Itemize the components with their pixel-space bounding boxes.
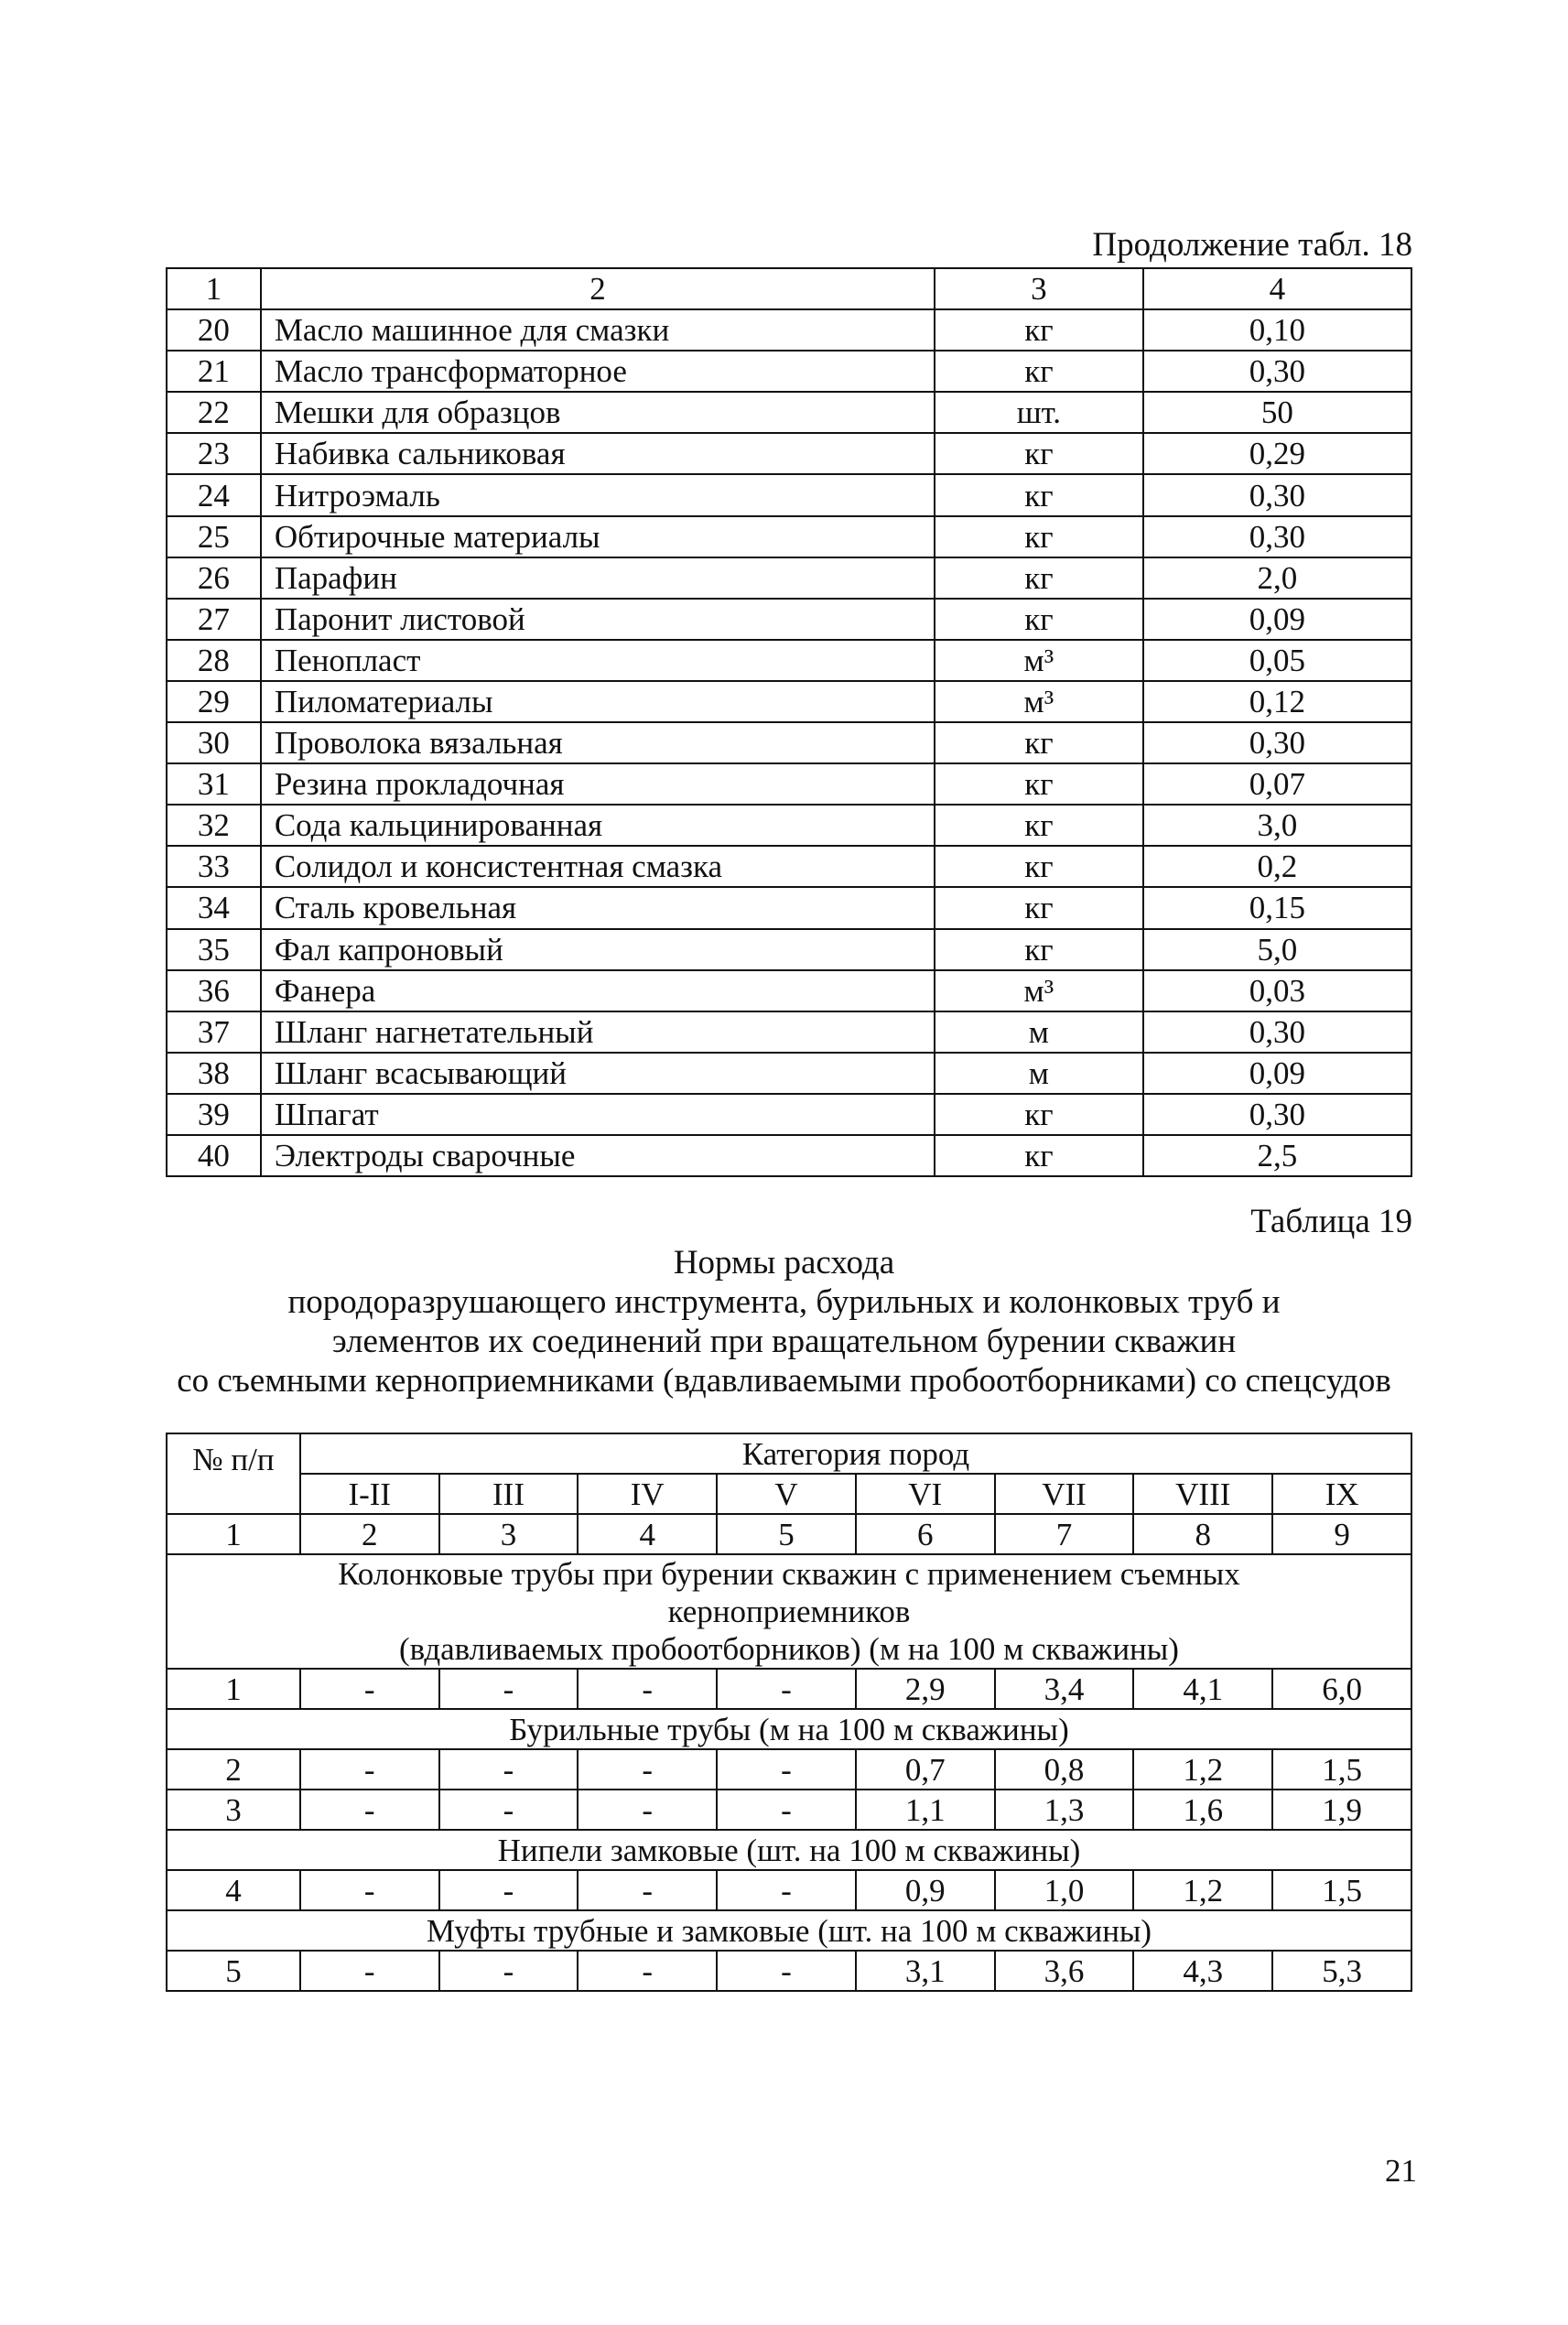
norm-value: -: [300, 1749, 439, 1790]
norm-value: 50: [1143, 392, 1411, 433]
norm-value: 1,6: [1133, 1790, 1272, 1830]
norm-value: -: [578, 1870, 717, 1910]
norm-value: 0,15: [1143, 887, 1411, 928]
unit: м³: [935, 681, 1142, 722]
norm-value: -: [439, 1669, 579, 1709]
norm-value: 1,2: [1133, 1749, 1272, 1790]
table19-caption: Таблица 19: [1250, 1203, 1412, 1240]
rock-category: I-II: [300, 1474, 439, 1514]
table18-row: [167, 516, 1411, 557]
unit: кг: [935, 474, 1142, 515]
unit: м³: [935, 640, 1142, 681]
unit: м: [935, 1053, 1142, 1094]
norm-value: -: [578, 1669, 717, 1709]
table18-row: [167, 722, 1411, 763]
table19-title: [0, 1243, 1568, 1400]
norm-value: 0,30: [1143, 1094, 1411, 1135]
unit: м: [935, 1011, 1142, 1053]
column-number: 5: [717, 1514, 856, 1554]
section-title: [167, 1709, 1411, 1749]
norm-value: 0,2: [1143, 846, 1411, 887]
row-number: 30: [167, 722, 261, 763]
table19-row: [167, 1951, 1411, 1991]
section-title: [167, 1554, 1411, 1669]
row-number: 33: [167, 846, 261, 887]
column-number: 7: [995, 1514, 1134, 1554]
rock-category: VIII: [1133, 1474, 1272, 1514]
norm-value: 1,3: [995, 1790, 1134, 1830]
table-19: [166, 1433, 1412, 1992]
table19-header-row: [167, 1433, 1411, 1474]
material-name: Набивка сальниковая: [261, 433, 935, 474]
norm-value: 0,10: [1143, 309, 1411, 351]
material-name: Шланг всасывающий: [261, 1053, 935, 1094]
norm-value: 0,30: [1143, 516, 1411, 557]
column-number: 6: [856, 1514, 995, 1554]
material-name: Пиломатериалы: [261, 681, 935, 722]
table18-row: [167, 681, 1411, 722]
column-number: 1: [167, 1514, 300, 1554]
norm-value: 4,3: [1133, 1951, 1272, 1991]
row-number: 2: [167, 1749, 300, 1790]
norm-value: 5,0: [1143, 929, 1411, 970]
norm-value: -: [717, 1669, 856, 1709]
table18-row: [167, 929, 1411, 970]
norm-value: 3,1: [856, 1951, 995, 1991]
table18-row: [167, 1011, 1411, 1053]
table19-row: [167, 1870, 1411, 1910]
row-number: 40: [167, 1135, 261, 1176]
row-number: 5: [167, 1951, 300, 1991]
norm-value: 0,9: [856, 1870, 995, 1910]
material-name: Фал капроновый: [261, 929, 935, 970]
table-18: [166, 267, 1412, 1177]
table18-row: [167, 805, 1411, 846]
material-name: Сталь кровельная: [261, 887, 935, 928]
row-number: 36: [167, 970, 261, 1011]
row-number: 20: [167, 309, 261, 351]
table19-title-line: породоразрушающего инструмента, бурильных и колонковых труб и: [287, 1283, 1281, 1321]
column-number: 2: [300, 1514, 439, 1554]
norm-value: 1,1: [856, 1790, 995, 1830]
material-name: Солидол и консистентная смазка: [261, 846, 935, 887]
rock-category: VI: [856, 1474, 995, 1514]
norm-value: -: [717, 1951, 856, 1991]
material-name: Сода кальцинированная: [261, 805, 935, 846]
table18-row: [167, 970, 1411, 1011]
unit: кг: [935, 309, 1142, 351]
table19-section-row: [167, 1910, 1411, 1951]
material-name: Шпагат: [261, 1094, 935, 1135]
norm-value: 0,7: [856, 1749, 995, 1790]
table18-header-row: [167, 268, 1411, 309]
norm-value: 3,6: [995, 1951, 1134, 1991]
unit: кг: [935, 557, 1142, 599]
norm-value: -: [717, 1870, 856, 1910]
rock-category: V: [717, 1474, 856, 1514]
unit: кг: [935, 1135, 1142, 1176]
table19-row: [167, 1669, 1411, 1709]
table18-header-cell: 1: [167, 268, 261, 309]
rock-category: IX: [1272, 1474, 1411, 1514]
table19-title-line: со съемными керноприемниками (вдавливаемыми пробоотборниками) со спецсудов: [177, 1362, 1391, 1400]
table18-caption: Продолжение табл. 18: [1092, 226, 1412, 264]
rock-category: VII: [995, 1474, 1134, 1514]
unit: кг: [935, 846, 1142, 887]
norm-value: 3,0: [1143, 805, 1411, 846]
norm-value: 5,3: [1272, 1951, 1411, 1991]
norm-value: 0,30: [1143, 722, 1411, 763]
norm-value: 1,5: [1272, 1749, 1411, 1790]
table18-header-cell: 2: [261, 268, 935, 309]
unit: кг: [935, 351, 1142, 392]
norm-value: -: [300, 1951, 439, 1991]
norm-value: -: [717, 1790, 856, 1830]
column-number: 4: [578, 1514, 717, 1554]
norm-value: 2,9: [856, 1669, 995, 1709]
norm-value: -: [578, 1951, 717, 1991]
norm-value: 0,05: [1143, 640, 1411, 681]
table18-row: [167, 392, 1411, 433]
column-number: 3: [439, 1514, 579, 1554]
norm-value: -: [300, 1790, 439, 1830]
rock-category: III: [439, 1474, 579, 1514]
material-name: Нитроэмаль: [261, 474, 935, 515]
column-number: 8: [1133, 1514, 1272, 1554]
section-title: [167, 1830, 1411, 1870]
material-name: Обтирочные материалы: [261, 516, 935, 557]
section-title-line: Нипели замковые (шт. на 100 м скважины): [497, 1832, 1081, 1868]
table18-row: [167, 474, 1411, 515]
material-name: Мешки для образцов: [261, 392, 935, 433]
table19-section-row: [167, 1830, 1411, 1870]
table18-row: [167, 763, 1411, 805]
row-number: 4: [167, 1870, 300, 1910]
table19-title-line: Нормы расхода: [673, 1244, 895, 1281]
unit: шт.: [935, 392, 1142, 433]
norm-value: 2,5: [1143, 1135, 1411, 1176]
norm-value: 0,03: [1143, 970, 1411, 1011]
row-number: 25: [167, 516, 261, 557]
row-number: 26: [167, 557, 261, 599]
row-number: 28: [167, 640, 261, 681]
norm-value: 0,8: [995, 1749, 1134, 1790]
table19-categories-row: [167, 1474, 1411, 1514]
norm-value: -: [578, 1749, 717, 1790]
norm-value: -: [717, 1749, 856, 1790]
unit: кг: [935, 433, 1142, 474]
norm-value: 3,4: [995, 1669, 1134, 1709]
unit: кг: [935, 516, 1142, 557]
row-number: 22: [167, 392, 261, 433]
material-name: Парафин: [261, 557, 935, 599]
rock-category: IV: [578, 1474, 717, 1514]
material-name: Пенопласт: [261, 640, 935, 681]
table18-row: [167, 846, 1411, 887]
norm-value: 1,5: [1272, 1870, 1411, 1910]
row-number: 23: [167, 433, 261, 474]
table18-row: [167, 1094, 1411, 1135]
row-number: 1: [167, 1669, 300, 1709]
section-title: [167, 1910, 1411, 1951]
material-name: Резина прокладочная: [261, 763, 935, 805]
norm-value: 1,9: [1272, 1790, 1411, 1830]
norm-value: 4,1: [1133, 1669, 1272, 1709]
norm-value: 2,0: [1143, 557, 1411, 599]
row-number: 3: [167, 1790, 300, 1830]
row-number: 29: [167, 681, 261, 722]
norm-value: 0,30: [1143, 474, 1411, 515]
table18-row: [167, 1135, 1411, 1176]
material-name: Паронит листовой: [261, 599, 935, 640]
unit: кг: [935, 763, 1142, 805]
norm-value: 0,30: [1143, 351, 1411, 392]
row-number: 37: [167, 1011, 261, 1053]
table19-col-group: Категория пород: [300, 1433, 1411, 1474]
table19-section-row: [167, 1709, 1411, 1749]
table-18-body: [167, 268, 1411, 1176]
unit: кг: [935, 805, 1142, 846]
norm-value: 6,0: [1272, 1669, 1411, 1709]
material-name: Шланг нагнетательный: [261, 1011, 935, 1053]
section-title-line: Муфты трубные и замковые (шт. на 100 м скважины): [426, 1912, 1152, 1949]
unit: кг: [935, 929, 1142, 970]
column-number: 9: [1272, 1514, 1411, 1554]
material-name: Проволока вязальная: [261, 722, 935, 763]
row-number: 32: [167, 805, 261, 846]
norm-value: -: [439, 1951, 579, 1991]
norm-value: -: [439, 1790, 579, 1830]
table-19-body: [167, 1433, 1411, 1991]
table19-title-line: элементов их соединений при вращательном бурении скважин: [331, 1323, 1237, 1360]
page-number: 21: [1385, 2153, 1417, 2189]
section-title-line: (вдавливаемых пробоотборников) (м на 100 м скважины): [399, 1631, 1179, 1667]
table19-column-numbers-row: [167, 1514, 1411, 1554]
norm-value: -: [300, 1870, 439, 1910]
norm-value: 0,07: [1143, 763, 1411, 805]
norm-value: -: [578, 1790, 717, 1830]
table18-row: [167, 1053, 1411, 1094]
table19-col-no: № п/п: [167, 1433, 300, 1514]
unit: кг: [935, 887, 1142, 928]
unit: кг: [935, 599, 1142, 640]
row-number: 27: [167, 599, 261, 640]
norm-value: 0,12: [1143, 681, 1411, 722]
row-number: 38: [167, 1053, 261, 1094]
row-number: 24: [167, 474, 261, 515]
norm-value: 0,29: [1143, 433, 1411, 474]
material-name: Масло машинное для смазки: [261, 309, 935, 351]
table19-row: [167, 1790, 1411, 1830]
table18-row: [167, 599, 1411, 640]
material-name: Электроды сварочные: [261, 1135, 935, 1176]
unit: кг: [935, 1094, 1142, 1135]
row-number: 39: [167, 1094, 261, 1135]
unit: м³: [935, 970, 1142, 1011]
norm-value: 0,09: [1143, 1053, 1411, 1094]
material-name: Фанера: [261, 970, 935, 1011]
table18-row: [167, 887, 1411, 928]
table18-row: [167, 433, 1411, 474]
unit: кг: [935, 722, 1142, 763]
norm-value: 0,30: [1143, 1011, 1411, 1053]
table18-header-cell: 3: [935, 268, 1142, 309]
table18-row: [167, 557, 1411, 599]
table18-header-cell: 4: [1143, 268, 1411, 309]
table19-row: [167, 1749, 1411, 1790]
table18-row: [167, 640, 1411, 681]
norm-value: 0,09: [1143, 599, 1411, 640]
norm-value: -: [439, 1749, 579, 1790]
section-title-line: керноприемников: [667, 1594, 911, 1629]
material-name: Масло трансформаторное: [261, 351, 935, 392]
norm-value: 1,0: [995, 1870, 1134, 1910]
row-number: 34: [167, 887, 261, 928]
row-number: 35: [167, 929, 261, 970]
norm-value: -: [300, 1669, 439, 1709]
table19-section-row: [167, 1554, 1411, 1669]
row-number: 31: [167, 763, 261, 805]
table18-row: [167, 351, 1411, 392]
norm-value: -: [439, 1870, 579, 1910]
section-title-line: Бурильные трубы (м на 100 м скважины): [509, 1711, 1069, 1747]
table18-row: [167, 309, 1411, 351]
row-number: 21: [167, 351, 261, 392]
norm-value: 1,2: [1133, 1870, 1272, 1910]
section-title-line: Колонковые трубы при бурении скважин с применением съемных: [338, 1556, 1240, 1592]
